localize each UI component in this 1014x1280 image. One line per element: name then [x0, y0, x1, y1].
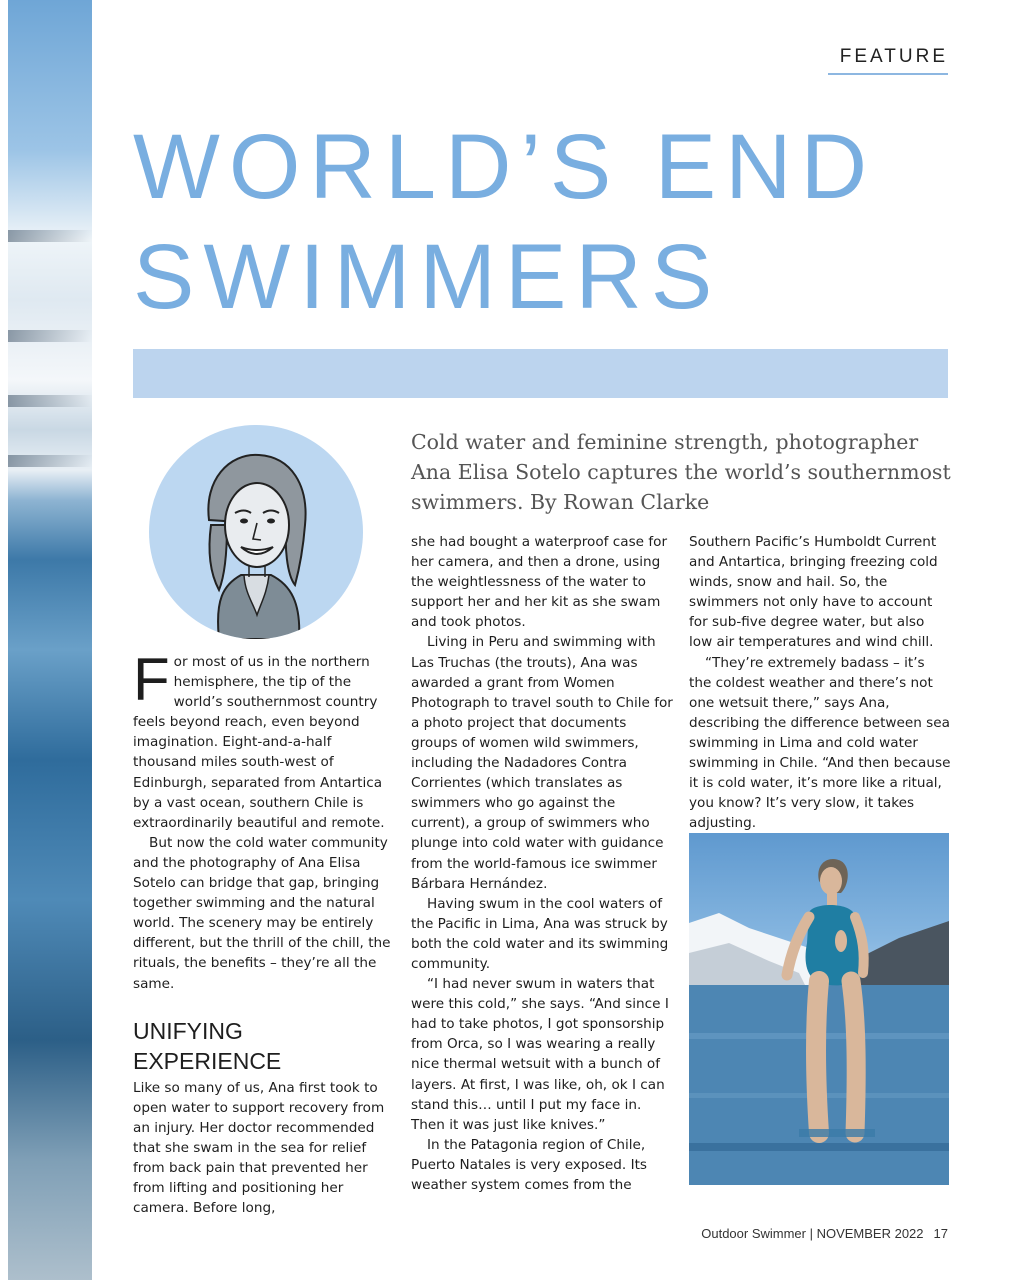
- section-label: FEATURE: [839, 46, 948, 67]
- title-band: [133, 349, 948, 398]
- section-underline: [828, 73, 948, 75]
- standfirst: Cold water and feminine strength, photographer Ana Elisa Sotelo captures the world’s southernmost swimmers. By Rowan Clarke: [411, 430, 951, 514]
- paragraph: [133, 646, 395, 833]
- publication-info: Outdoor Swimmer | NOVEMBER 2022: [701, 1226, 924, 1241]
- paragraph: But now the cold water community and the photography of Ana Elisa Sotelo can bridge that gap, bringing together swimming and the natural world. The scenery may be entirely different, but the thrill of the chill, the rituals, the benefits – they’re all the same.: [133, 834, 391, 992]
- mountain-ridge: [8, 395, 92, 407]
- paragraph: In the Patagonia region of Chile, Puerto Natales is very exposed. Its weather system comes from the: [411, 1136, 647, 1193]
- paragraph: “They’re extremely badass – it’s the coldest weather and there’s not one wetsuit there,” says Ana, describing the difference between sea swimming in Lima and cold water swimming in Chile. “And then because it is cold water, it’s more like a ritual, you know? It’s very slow, it takes adjusting.: [689, 654, 951, 832]
- body-column-1: [133, 646, 395, 1218]
- paragraph: she had bought a waterproof case for her camera, and then a drone, using the weightlessness of the water to support her and her kit as she swam and took photos.: [411, 534, 668, 631]
- body-column-2: [411, 532, 673, 1195]
- author-portrait-illustration: [149, 425, 363, 639]
- swimmer-photo-scene: [689, 833, 949, 1185]
- paragraph: Having swum in the cool waters of the Pacific in Lima, Ana was struck by both the cold water and its swimming community.: [411, 895, 669, 972]
- headline-line-1: WORLD’S END: [133, 116, 877, 218]
- swimmer-photo: [689, 833, 949, 1185]
- subheading: UNIFYING EXPERIENCE: [133, 1017, 282, 1074]
- paragraph-text: or most of us in the northern hemisphere, the tip of the world’s southernmost country feels beyond reach, even beyond imagination. Eight-and-a-half thousand miles south-west of Edinburgh, separated from Antartica by a vast ocean, southern Chile is extraordinarily beautiful and remote.: [133, 654, 385, 831]
- drop-cap: F: [133, 646, 170, 713]
- portrait-drawing: [149, 425, 363, 639]
- side-photo-strip: [8, 0, 92, 1280]
- page-number: 17: [933, 1226, 948, 1241]
- headline-line-2: SWIMMERS: [133, 226, 722, 328]
- mountain-ridge: [8, 230, 92, 242]
- mountain-ridge: [8, 330, 92, 342]
- paragraph: Living in Peru and swimming with Las Truchas (the trouts), Ana was awarded a grant from Women Photograph to travel south to Chile for a photo project that documents groups of women wild swimmers, including the Nadadores Contra Corrientes (which translates as swimmers who go against the current), a group of swimmers who plunge into cold water with guidance from the world-famous ice swimmer Bárbara Hernández.: [411, 634, 673, 892]
- body-column-3: [689, 532, 951, 833]
- paragraph: Southern Pacific’s Humboldt Current and Antartica, bringing freezing cold winds, snow and hail. So, the swimmers not only have to account for sub-five degree water, but also low air temperatures and wind chill.: [689, 534, 938, 651]
- mountain-ridge: [8, 455, 92, 467]
- paragraph: “I had never swum in waters that were this cold,” she says. “And since I had to take photos, I got sponsorship from Orca, so I was wearing a really nice thermal wetsuit with a bunch of layers. At first, I was like, oh, ok I can stand this… until I put my face in. Then it was just like knives.”: [411, 976, 669, 1133]
- headline: [133, 112, 876, 332]
- paragraph: Like so many of us, Ana first took to open water to support recovery from an injury. Her doctor recommended that she swam in the sea for relief from back pain that prevented her from lifting and positioning her camera. Before long,: [133, 1079, 385, 1217]
- page-footer: [701, 1226, 948, 1241]
